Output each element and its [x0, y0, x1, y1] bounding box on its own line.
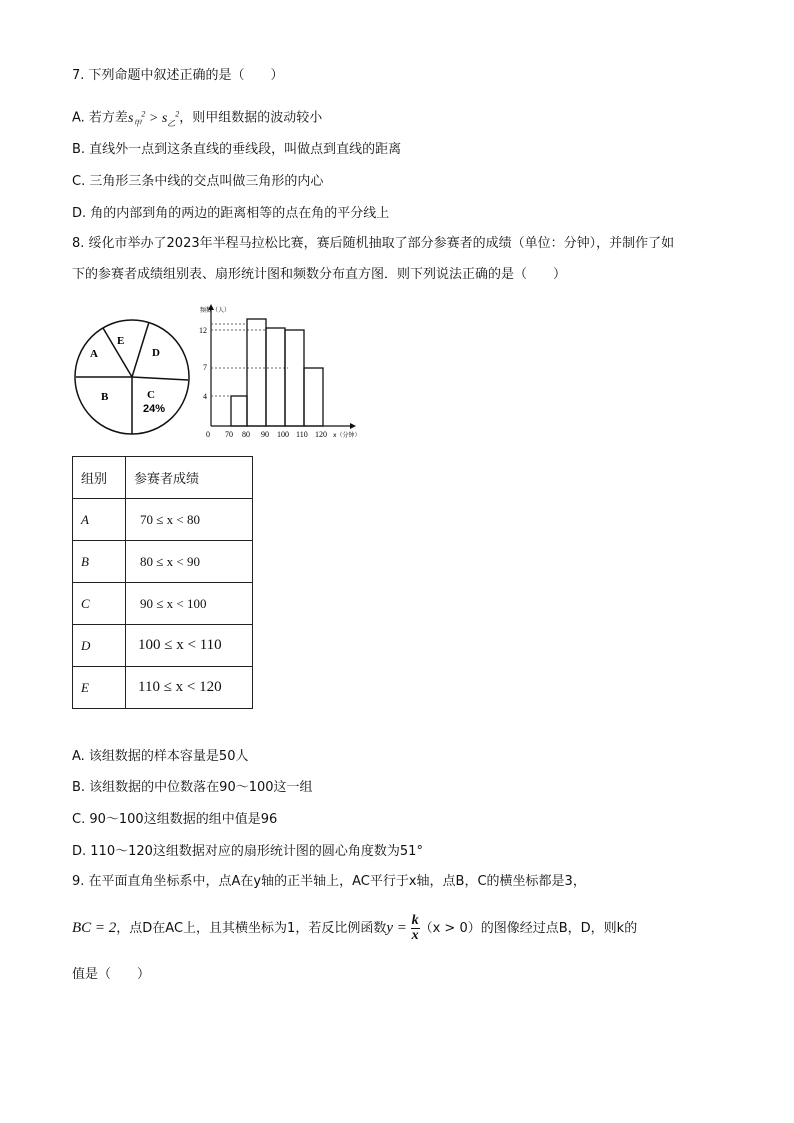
hist-x-tick-0: 0 — [206, 430, 210, 439]
q9-line2 — [72, 912, 637, 945]
table-cell-group: E — [73, 667, 126, 709]
hist-x-arrow — [350, 423, 356, 429]
q9-fraction — [411, 914, 420, 943]
frequency-histogram — [196, 300, 366, 446]
table-header-row — [73, 457, 253, 499]
q7-option-b: B. 直线外一点到这条直线的垂线段，叫做点到直线的距离 — [72, 142, 402, 157]
table-cell-range: 90 ≤ x < 100 — [126, 583, 253, 625]
q9-line1: 9. 在平面直角坐标系中，点A在y轴的正半轴上，AC平行于x轴，点B，C的横坐标都是3， — [72, 874, 586, 889]
pie-label-d: D — [152, 347, 160, 359]
table-cell-group: A — [73, 499, 126, 541]
pie-label-e: E — [117, 335, 125, 347]
hist-x-label: x（分钟） — [333, 432, 361, 439]
q9-line2-text: ，点D在AC上，且其横坐标为1，若反比例函数 — [116, 921, 387, 936]
table-cell-group: C — [73, 583, 126, 625]
hist-x-tick-100: 100 — [277, 430, 289, 439]
pie-label-a: A — [90, 348, 98, 360]
table-cell-range: 70 ≤ x < 80 — [126, 499, 253, 541]
hist-x-tick-90: 90 — [261, 430, 269, 439]
table-row — [73, 499, 253, 541]
pie-divider-dc — [132, 377, 188, 380]
pie-chart — [72, 316, 194, 438]
hist-bar-110-120 — [304, 368, 323, 426]
hist-y-label: 频数（人） — [200, 307, 231, 314]
hist-y-tick-4: 4 — [203, 392, 207, 401]
q7-variance-expr: $s_甲^2 > s_乙^2$ — [127, 109, 180, 128]
q7-stem: 7. 下列命题中叙述正确的是（ ） — [72, 68, 284, 83]
q9-fraction-numerator: k — [411, 913, 419, 928]
hist-x-tick-120: 120 — [315, 430, 327, 439]
q9-fraction-denominator: x — [411, 928, 419, 943]
hist-x-tick-80: 80 — [242, 430, 250, 439]
table-cell-group: D — [73, 625, 126, 667]
table-header-group: 组别 — [73, 457, 126, 499]
q7-option-d: D. 角的内部到角的两边的距离相等的点在角的平分线上 — [72, 206, 390, 221]
q8-stem-line2: 下的参赛者成绩组别表、扇形统计图和频数分布直方图．则下列说法正确的是（ ） — [72, 267, 567, 282]
q8-option-c: C. 90～100这组数据的组中值是96 — [72, 812, 278, 827]
group-table — [72, 456, 253, 709]
q7-option-c: C. 三角形三条中线的交点叫做三角形的内心 — [72, 174, 324, 189]
q9-y-expr: y = — [386, 920, 411, 936]
pie-divider-ed — [132, 322, 149, 377]
q7-option-a-prefix: A. 若方差 — [72, 110, 128, 126]
q9-line3: 值是（ ） — [72, 967, 151, 982]
q7-option-a — [72, 104, 322, 133]
pie-label-c-percent: 24% — [143, 403, 166, 415]
hist-x-tick-70: 70 — [225, 430, 233, 439]
hist-y-tick-7: 7 — [203, 363, 207, 372]
table-row — [73, 625, 253, 667]
table-header-score: 参赛者成绩 — [126, 457, 253, 499]
table-row — [73, 583, 253, 625]
q7-option-a-suffix: ，则甲组数据的波动较小 — [179, 110, 323, 126]
hist-y-tick-12: 12 — [199, 326, 207, 335]
q8-option-b: B. 该组数据的中位数落在90～100这一组 — [72, 780, 313, 795]
q8-option-d: D. 110～120这组数据对应的扇形统计图的圆心角度数为51° — [72, 844, 423, 859]
pie-label-b: B — [101, 391, 109, 403]
table-row — [73, 541, 253, 583]
table-cell-group: B — [73, 541, 126, 583]
table-cell-range: 110 ≤ x < 120 — [126, 667, 253, 709]
q8-option-a: A. 该组数据的样本容量是50人 — [72, 749, 249, 764]
hist-bar-80-90 — [247, 319, 266, 426]
table-cell-range: 80 ≤ x < 90 — [126, 541, 253, 583]
pie-label-c: C — [147, 389, 155, 401]
q8-stem-line1: 8. 绥化市举办了2023年半程马拉松比赛，赛后随机抽取了部分参赛者的成绩（单位：分钟），并制作了如 — [72, 236, 675, 251]
q9-bc-expr: BC = 2 — [72, 920, 117, 936]
hist-bar-90-100 — [266, 328, 285, 426]
table-row — [73, 667, 253, 709]
hist-bar-100-110 — [285, 330, 304, 426]
table-cell-range: 100 ≤ x < 110 — [126, 625, 253, 667]
hist-bar-70-80 — [231, 396, 247, 426]
q9-line2-tail: （x > 0）的图像经过点B，D，则k的 — [419, 921, 638, 936]
hist-x-tick-110: 110 — [296, 430, 308, 439]
